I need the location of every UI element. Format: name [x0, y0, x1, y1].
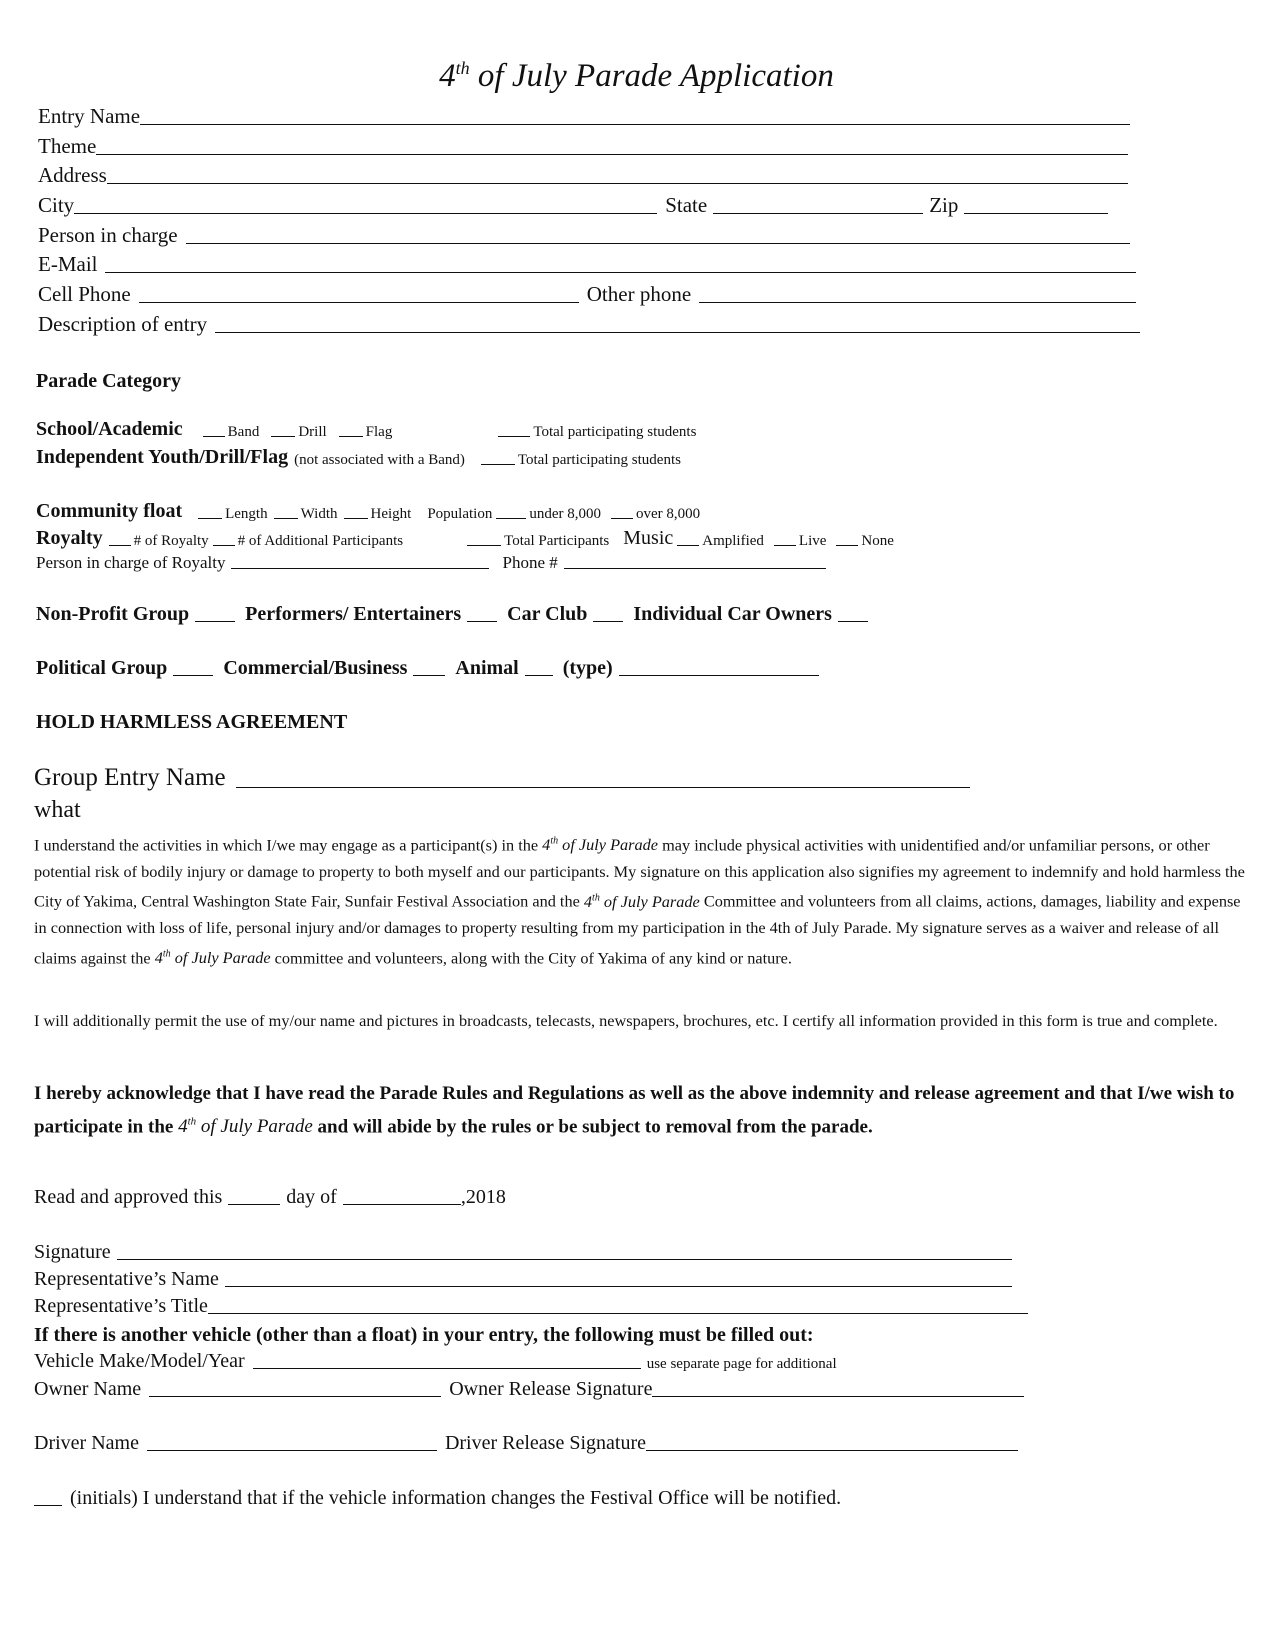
group-type-row-1 [36, 603, 871, 626]
live-label: Live [798, 533, 827, 549]
address-field[interactable] [107, 183, 1128, 184]
royalty-person-row [36, 553, 829, 573]
entry-name-label: Entry Name [38, 104, 141, 128]
band-blank[interactable] [203, 436, 225, 437]
none-label: None [861, 533, 894, 549]
political-blank[interactable] [173, 675, 213, 676]
initials-field[interactable] [34, 1505, 62, 1506]
owner-release-field[interactable] [652, 1396, 1024, 1397]
driver-name-label: Driver Name [34, 1432, 139, 1454]
additional-blank[interactable] [213, 545, 235, 546]
drill-label: Drill [298, 424, 327, 440]
rep-title-field[interactable] [208, 1313, 1028, 1314]
music-label: Music [623, 527, 674, 549]
signature-label: Signature [34, 1241, 111, 1263]
theme-label: Theme [38, 134, 97, 158]
length-blank[interactable] [198, 518, 222, 519]
rep-title-row [34, 1295, 1028, 1318]
theme-row [38, 134, 1128, 159]
independent-row [36, 446, 681, 469]
state-label: State [665, 193, 708, 217]
car-owners-blank[interactable] [838, 621, 868, 622]
independent-label: Independent Youth/Drill/Flag [36, 446, 289, 468]
approval-label: Read and approved this [34, 1186, 223, 1208]
rep-name-label: Representative’s Name [34, 1268, 219, 1290]
commercial-blank[interactable] [413, 675, 445, 676]
royalty-label: Royalty [36, 527, 103, 549]
car-club-label: Car Club [507, 603, 588, 625]
population-label: Population [427, 506, 493, 522]
animal-type-label: (type) [562, 657, 613, 679]
community-float-row [36, 500, 700, 523]
royalty-phone-label: Phone # [502, 553, 558, 572]
total-participants-blank[interactable] [467, 545, 501, 546]
under-label: under 8,000 [529, 506, 602, 522]
driver-release-label: Driver Release Signature [444, 1432, 646, 1454]
drill-blank[interactable] [271, 436, 295, 437]
political-label: Political Group [36, 657, 168, 679]
royalty-count-label: # of Royalty [133, 533, 209, 549]
day-of-label: day of [286, 1186, 337, 1208]
approval-row [34, 1186, 506, 1209]
flag-label: Flag [365, 424, 393, 440]
approval-month-field[interactable] [343, 1204, 461, 1205]
description-label: Description of entry [38, 312, 208, 336]
none-blank[interactable] [836, 545, 858, 546]
what-text: what [34, 797, 81, 823]
animal-label: Animal [455, 657, 519, 679]
phone-row [38, 282, 1136, 307]
vehicle-label: Vehicle Make/Model/Year [34, 1350, 245, 1372]
owner-name-field[interactable] [149, 1396, 441, 1397]
height-label: Height [370, 506, 412, 522]
total-participants-label: Total Participants [504, 533, 610, 549]
description-field[interactable] [215, 332, 1140, 333]
agreement-heading: HOLD HARMLESS AGREEMENT [36, 711, 348, 733]
width-label: Width [300, 506, 338, 522]
non-profit-blank[interactable] [195, 621, 235, 622]
vehicle-field[interactable] [253, 1368, 641, 1369]
state-field[interactable] [713, 213, 923, 214]
rep-name-field[interactable] [225, 1286, 1012, 1287]
owner-release-label: Owner Release Signature [449, 1378, 653, 1400]
parade-category-heading: Parade Category [36, 370, 181, 392]
initials-row [34, 1487, 841, 1510]
driver-release-field[interactable] [646, 1450, 1018, 1451]
email-row [38, 252, 1136, 277]
band-label: Band [227, 424, 260, 440]
page-title: 4th of July Parade Application [439, 58, 834, 94]
owner-row [34, 1378, 1024, 1401]
year-label: ,2018 [460, 1186, 506, 1208]
independent-total-label: Total participating students [517, 452, 681, 468]
signature-field[interactable] [117, 1259, 1012, 1260]
owner-name-label: Owner Name [34, 1378, 142, 1400]
royalty-person-label: Person in charge of Royalty [36, 553, 226, 572]
independent-total-blank[interactable] [481, 464, 515, 465]
live-blank[interactable] [774, 545, 796, 546]
person-in-charge-label: Person in charge [38, 223, 178, 247]
amplified-blank[interactable] [677, 545, 699, 546]
performers-blank[interactable] [467, 621, 497, 622]
additional-label: # of Additional Participants [237, 533, 404, 549]
school-label: School/Academic [36, 418, 183, 440]
city-row [38, 193, 1108, 218]
person-in-charge-row [38, 223, 1130, 248]
entry-name-row [38, 104, 1130, 129]
driver-name-field[interactable] [147, 1450, 437, 1451]
commercial-label: Commercial/Business [223, 657, 408, 679]
cell-phone-label: Cell Phone [38, 282, 131, 306]
royalty-row [36, 527, 894, 550]
theme-field[interactable] [96, 154, 1128, 155]
other-phone-label: Other phone [586, 282, 692, 306]
height-blank[interactable] [344, 518, 368, 519]
entry-name-field[interactable] [140, 124, 1130, 125]
royalty-person-field[interactable] [231, 568, 489, 569]
length-label: Length [225, 506, 268, 522]
car-owners-label: Individual Car Owners [633, 603, 832, 625]
zip-label: Zip [929, 193, 959, 217]
email-field[interactable] [105, 272, 1136, 273]
performers-label: Performers/ Entertainers [245, 603, 462, 625]
initials-label: (initials) I understand that if the vehicle information changes the Festival Office will be notified. [70, 1487, 842, 1509]
school-total-blank[interactable] [498, 436, 530, 437]
school-total-label: Total participating students [533, 424, 697, 440]
non-profit-label: Non-Profit Group [36, 603, 190, 625]
vehicle-row [34, 1350, 837, 1373]
agreement-paragraph-1: I understand the activities in which I/we may engage as a participant(s) in the 4th of July Parade may include physical activities with unidentified and/or unfamiliar persons, or other potential risk of bodily injury or damage to property to both myself and our participants. My signature on this application also signifies my agreement to indemnify and hold harmless the City of Yakima, Central Washington State Fair, Sunfair Festival Association and the 4th of July Parade Committee and volunteers from all claims, actions, damages, liability and expense in connection with loss of life, personal injury and/or damages to property resulting from my participation in the 4th of July Parade. My signature serves as a waiver and release of all claims against the 4th of July Parade committee and volunteers, along with the City of Yakima of any kind or nature. [34, 835, 1245, 968]
city-field[interactable] [74, 213, 657, 214]
zip-field[interactable] [964, 213, 1108, 214]
other-phone-field[interactable] [699, 302, 1136, 303]
over-label: over 8,000 [636, 506, 701, 522]
email-label: E-Mail [38, 252, 98, 276]
animal-type-field[interactable] [619, 675, 819, 676]
signature-row [34, 1241, 1012, 1264]
royalty-count-blank[interactable] [109, 545, 131, 546]
acknowledgement-paragraph: I hereby acknowledge that I have read the Parade Rules and Regulations as well as the above indemnity and release agreement and that I/we wish to participate in the 4th of July Parade and will abide by the rules or be subject to removal from the parade. [34, 1083, 1235, 1138]
approval-day-field[interactable] [228, 1204, 280, 1205]
animal-blank[interactable] [525, 675, 553, 676]
description-row [38, 312, 1140, 337]
car-club-blank[interactable] [593, 621, 623, 622]
driver-row [34, 1432, 1018, 1455]
flag-blank[interactable] [339, 436, 363, 437]
group-entry-row [34, 764, 970, 792]
rep-name-row [34, 1268, 1012, 1291]
group-entry-field[interactable] [236, 787, 970, 788]
address-label: Address [38, 163, 107, 187]
group-entry-label: Group Entry Name [34, 764, 226, 791]
vehicle-heading: If there is another vehicle (other than a float) in your entry, the following must be filled out: [34, 1324, 814, 1346]
group-type-row-2 [36, 657, 822, 680]
over-blank[interactable] [611, 518, 633, 519]
agreement-paragraph-2: I will additionally permit the use of my/our name and pictures in broadcasts, telecasts, newspapers, brochures, etc. I certify all information provided in this form is true and complete. [34, 1011, 1218, 1030]
amplified-label: Amplified [702, 533, 764, 549]
address-row [38, 163, 1128, 188]
rep-title-label: Representative’s Title [34, 1295, 208, 1317]
cell-phone-field[interactable] [139, 302, 579, 303]
under-blank[interactable] [496, 518, 526, 519]
royalty-phone-field[interactable] [564, 568, 826, 569]
person-in-charge-field[interactable] [186, 243, 1130, 244]
community-float-label: Community float [36, 500, 183, 522]
city-label: City [38, 193, 75, 217]
independent-note: (not associated with a Band) [294, 452, 465, 468]
separate-page-note: use separate page for additional [646, 1356, 837, 1372]
school-row [36, 418, 696, 441]
width-blank[interactable] [274, 518, 298, 519]
